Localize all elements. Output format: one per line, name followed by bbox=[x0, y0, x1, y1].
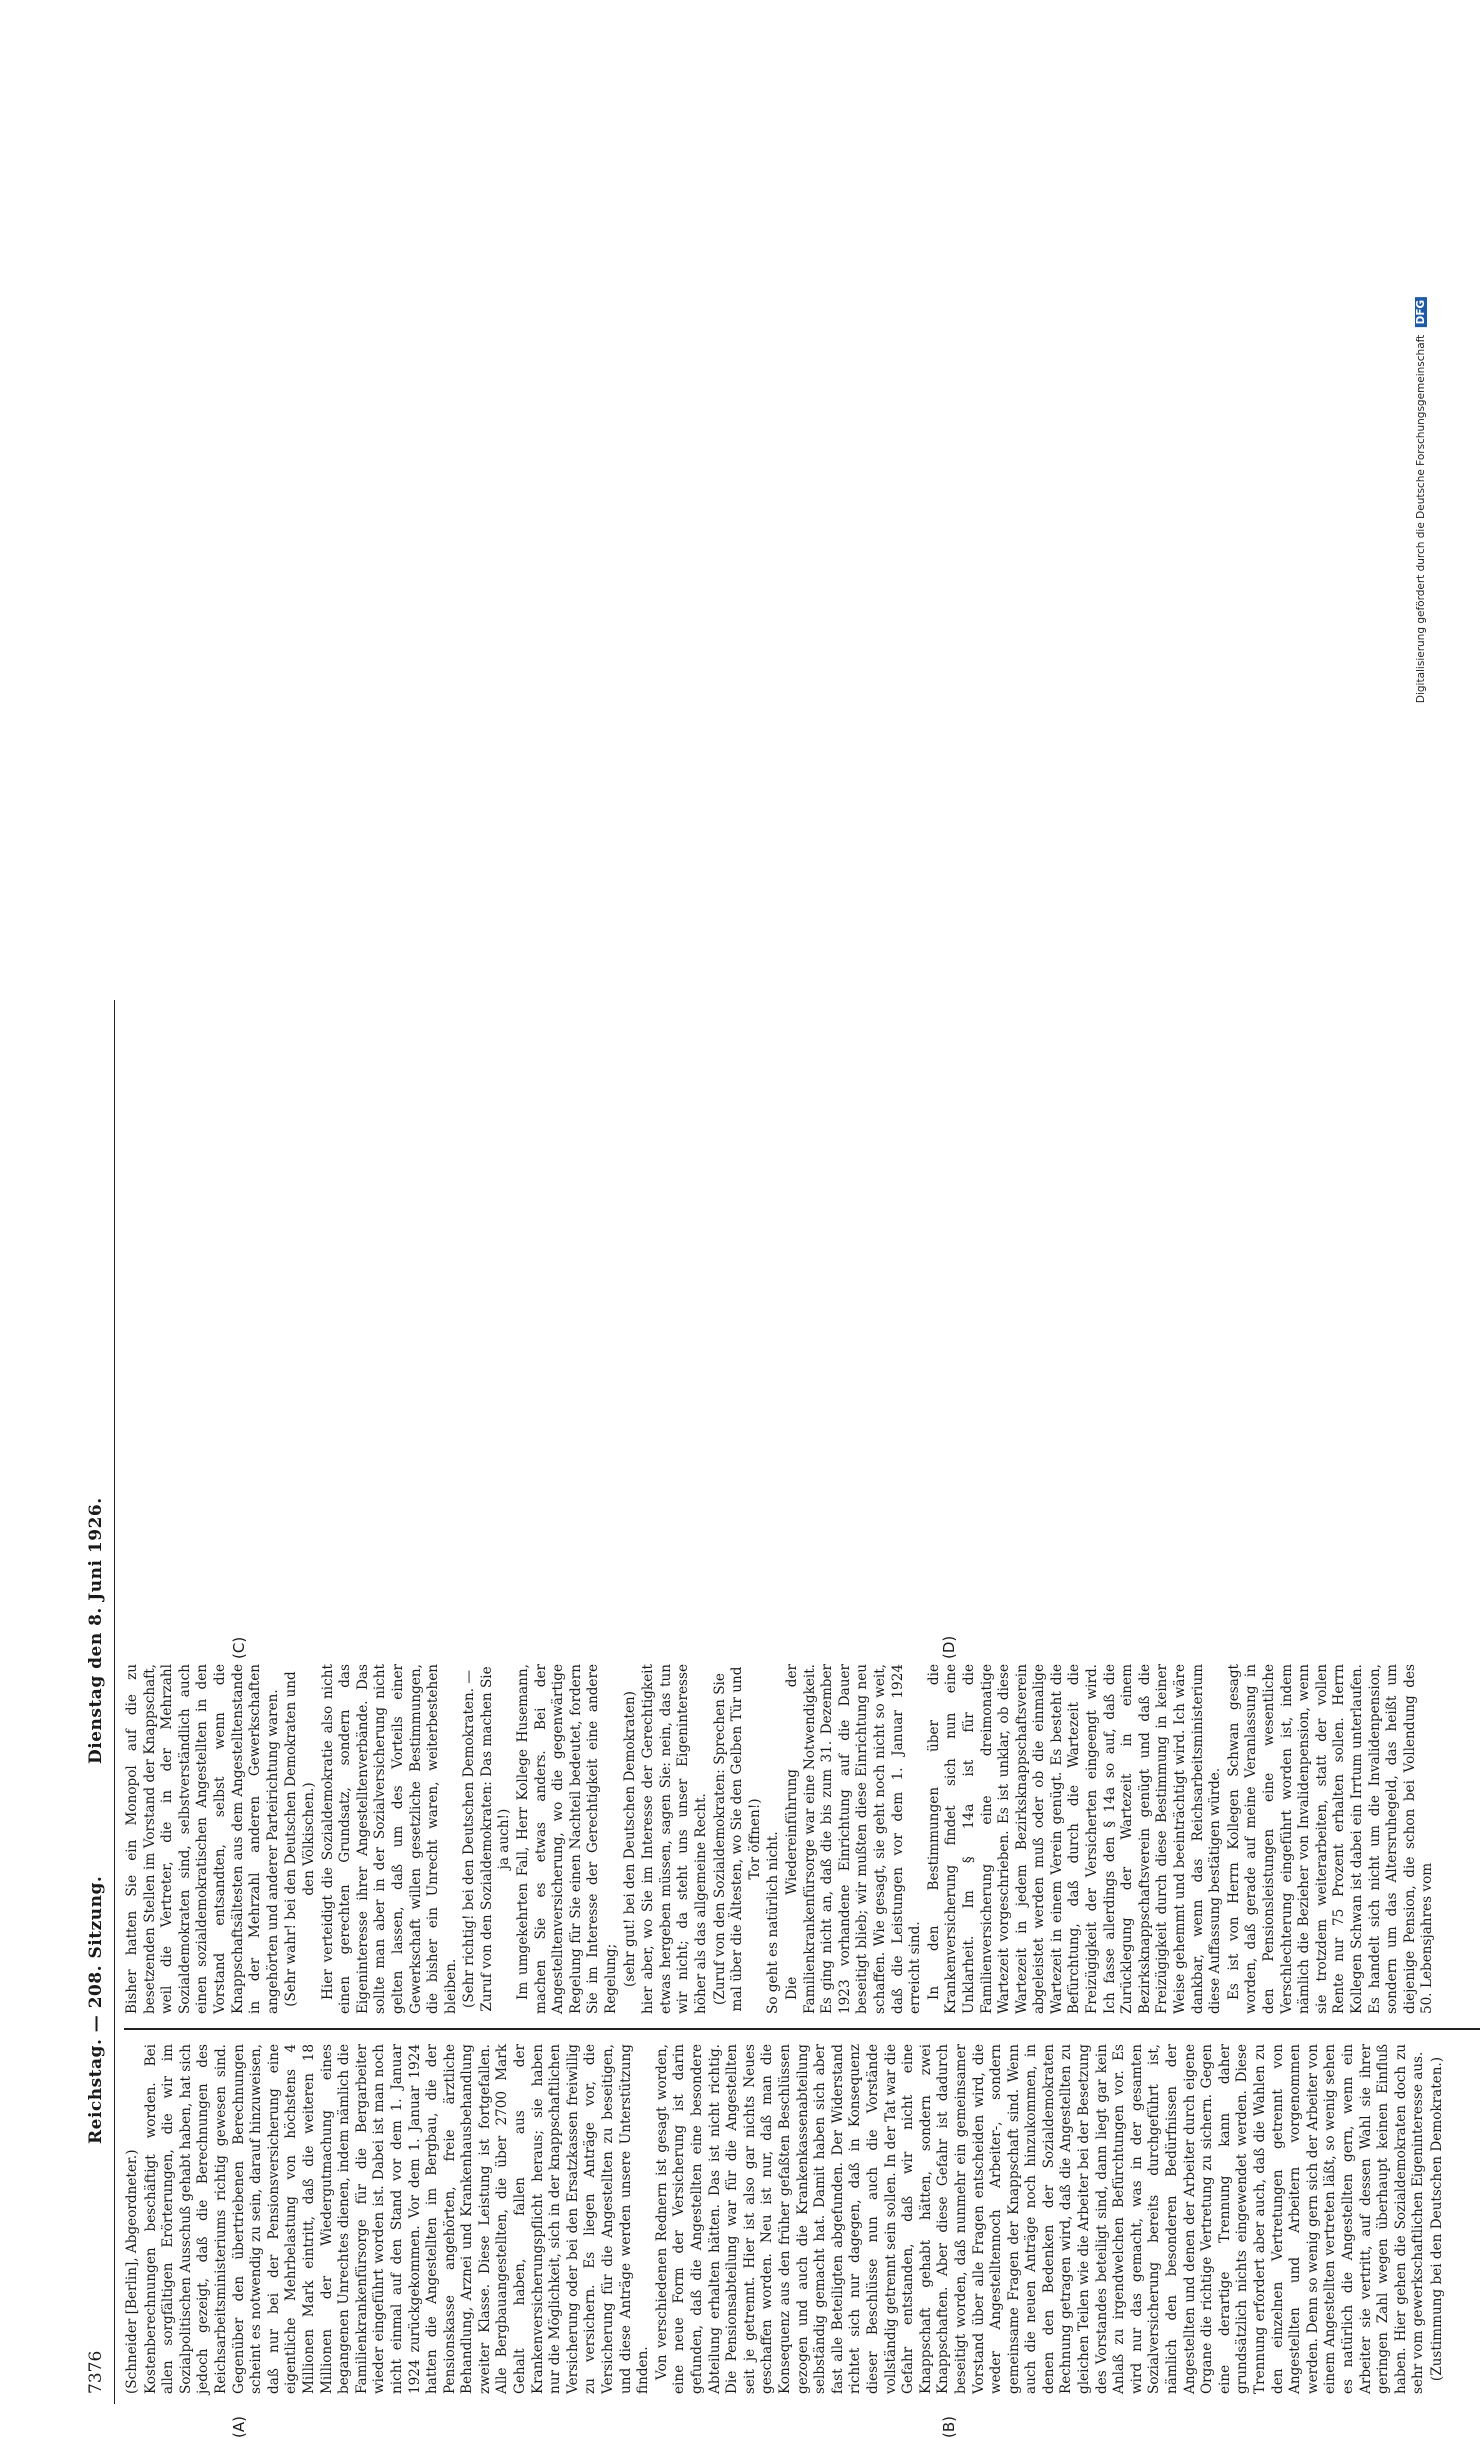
right-running-title: Dienstag den 8. Juni 1926. bbox=[86, 1497, 106, 1764]
left-running-title: Reichstag. — 208. Sitzung. bbox=[86, 1875, 106, 2144]
right-column bbox=[124, 1664, 1438, 2014]
right-paragraph: Es ist von Herrn Kollegen Schwan gesagt worden, daß gerade auf meine Veranlassung in den Pensionsleistungen eine wesentliche Verschlechterung eingeführt worden ist, indem nämlich die Bezieher von Invalidenpension, wenn sie trotzdem weiterarbeiten, statt der vollen Rente nur 75 Prozent erhalten sollen. Herrn Kollegen Schwan ist dabei ein Irrtum unterlaufen. Es handelt sich nicht um die Invalidenpension, sondern um das Altersruhegeld, das heißt um diejenige Pension, die schon bei Vollendung des 50. Lebensjahres vom bbox=[1225, 1664, 1436, 2014]
interjection: (Sehr richtig! bei den Deutschen Demokraten. — Zuruf von den Sozialdemokraten: Das machen Sie ja auch!) bbox=[461, 1666, 513, 2012]
margin-marker-a: (A) bbox=[230, 2416, 248, 2438]
interjection: (Zustimmung bei den Deutschen Demokraten.) bbox=[1428, 2056, 1445, 2382]
right-paragraph: Die Wiedereinführung der Familienkrankenfürsorge war eine Notwendigkeit. Es ging nicht an, daß die bis zum 31. Dezember 1923 vorhandene Einrichtung auf die Dauer beseitigt blieb; wir mußten diese Einrichtung neu schaffen. Wie gesagt, sie geht noch nicht so weit, daß die Leistungen vor dem 1. Januar 1924 erreicht sind. bbox=[783, 1664, 924, 2014]
right-paragraph: In den Bestimmungen über die Krankenversicherung findet sich nun eine Unklarheit. Im § 14a ist für die Familienversicherung eine dreimonatige Wartezeit vorgeschrieben. Es ist unklar, ob diese Wartezeit in jedem Bezirksknappschaftsverein abgeleistet werden muß oder ob die einmalige Wartezeit in einem Verein genügt. Es besteht die Befürchtung, daß durch die Wartezeit die Freizügigkeit der Versicherten eingeengt wird. Ich fasse allerdings den § 14a so auf, daß die Zurücklegung der Wartezeit in einem Bezirksknappschaftsverein genügt und daß die Freizügigkeit durch diese Bestimmung in keiner Weise gehemmt und beeinträchtigt wird. Ich wäre dankbar, wenn das Reichsarbeitsministerium diese Auffassung bestätigen würde. bbox=[925, 1664, 1224, 2014]
interjection: (sehr gut! bei den Deutschen Demokraten) bbox=[621, 1691, 638, 1987]
right-paragraph: So geht es natürlich nicht. bbox=[765, 1831, 782, 2014]
right-paragraph: hier aber, wo Sie im Interesse der Gerechtigkeit etwas hergeben müssen, sagen Sie: nein, das tun wir nicht; da steht uns unser Eigeninteresse höher als das allgemeine Recht. bbox=[640, 1664, 709, 2014]
margin-marker-b: (B) bbox=[940, 2416, 958, 2438]
margin-marker-c: (C) bbox=[230, 1636, 248, 1659]
digitization-credit bbox=[1410, 6, 1432, 994]
left-column bbox=[124, 2044, 1448, 2394]
interjection: (Sehr wahr! bei den Deutschen Demokraten und den Völkischen.) bbox=[283, 1671, 317, 2007]
page-header bbox=[80, 1000, 115, 2404]
interjection: (Zuruf von den Sozialdemokraten: Sprechen Sie mal über die Ältesten, wo Sie den Gelben Tür und Tor öffnen!) bbox=[711, 1666, 763, 2012]
left-paragraph: Von verschiedenen Rednern ist gesagt worden, eine neue Form der Versicherung ist darin gefunden, daß die Angestellten eine besondere Abteilung erhalten hätten. Das ist nicht richtig. Die Pensionsabteilung war für die Angestellten seit je getrennt. Hier ist also gar nichts Neues geschaffen worden. Neu ist nur, daß man die Konsequenz aus den früher gefaßten Beschlüssen gezogen und auch die Krankenkassenabteilung selbständig gemacht hat. Damit haben sich aber fast alle Beteiligten abgefunden. Der Widerstand richtet sich nur dagegen, daß in Konsequenz dieser Beschlüsse nun auch die Vorstände vollständig getrennt sein sollen. In der Tat war die Gefahr entstanden, daß wir nicht eine Knappschaft gehabt hätten, sondern zwei Knappschaften. Aber diese Gefahr ist dadurch beseitigt worden, daß nunmehr ein gemeinsamer Vorstand über alle Fragen entscheiden wird, die weder Angestelltennoch Arbeiter-, sondern gemeinsame Fragen der Knappschaft sind. Wenn auch die neuen Anträge noch hinzukommen, in denen den Bedenken der Sozialdemokraten Rechnung getragen wird, daß die Angestellten zu gleichen Teilen wie die Arbeiter bei der Besetzung des Vorstandes beteiligt sind, dann liegt gar kein Anlaß zu irgendwelchen Befürchtungen vor. Es wird nur das gemacht, was in der gesamten Sozialversicherung bereits durchgeführt ist, nämlich den besonderen Bedürfnissen der Angestellten und denen der Arbeiter durch eigene Organe die richtige Vertretung zu sichern. Gegen eine derartige Trennung kann daher grundsätzlich nichts eingewendet werden. Diese Trennung erfordert aber auch, daß die Wahlen zu den einzelnen Vertretungen getrennt von Angestellten und Arbeitern vorgenommen werden. Denn so wenig gern sich der Arbeiter von einem Angestellten vertreten läßt, so wenig sehen es natürlich die Angestellten gern, wenn ein Arbeiter sie vertritt, auf dessen Wahl sie ihrer geringen Zahl wegen überhaupt keinen Einfluß haben. Hier gehen die Sozialdemokraten doch zu sehr vom gewerkschaftlichen Eigeninteresse aus. bbox=[653, 2044, 1427, 2394]
right-paragraph: Bisher hatten Sie ein Monopol auf die zu besetzenden Stellen im Vorstand der Knappschaft, weil die Vertreter, die in der Mehrzahl Sozialdemokraten sind, selbstverständlich auch einen sozialdemokratischen Angestellten in den Vorstand entsandten, selbst wenn die Knappschaftsältesten aus dem Angestelltenstande in der Mehrzahl anderen Gewerkschaften angehörten und anderer Parteirichtung waren. bbox=[124, 1664, 281, 2014]
left-paragraph: Kostenberechnungen beschäftigt worden. Bei allen sorgfältigen Erörterungen, die wir im Sozialpolitischen Ausschuß gehabt haben, hat sich jedoch gezeigt, daß die Berechnungen des Reichsarbeitsministeriums richtig gewesen sind. Gegenüber den übertriebenen Berechnungen scheint es notwendig zu sein, darauf hinzuweisen, daß nur bei der Pensionsversicherung eine eigentliche Mehrbelastung von höchstens 4 Millionen Mark eintritt, daß die weiteren 18 Millionen der Wiedergutmachung eines begangenen Unrechtes dienen, indem nämlich die Familienkrankenfürsorge für die Bergarbeiter wieder eingeführt worden ist. Dabei ist man noch nicht einmal auf den Stand vor dem 1. Januar 1924 zurückgekommen. Vor dem 1. Januar 1924 hatten die Angestellten im Bergbau, die der Pensionskasse angehörten, freie ärztliche Behandlung, Arznei und Krankenhausbehandlung zweiter Klasse. Diese Leistung ist fortgefallen. Alle Bergbauangestellten, die über 2700 Mark Gehalt haben, fallen aus der Krankenversicherungspflicht heraus; sie haben nur die Möglichkeit, sich in der knappschaftlichen Versicherung oder bei den Ersatzkassen freiwillig zu versichern. Es liegen Anträge vor, die Versicherung für die Angestellten zu beseitigen, und diese Anträge werden unsere Unterstützung finden. bbox=[142, 2044, 652, 2394]
margin-marker-d: (D) bbox=[940, 1635, 958, 1659]
right-paragraph: Hier verteidigt die Sozialdemokratie also nicht einen gerechten Grundsatz, sondern das Eigeninteresse ihrer Angestelltenverbände. Das sollte man aber in der Sozialversicherung nicht gelten lassen, daß um des Vorteils einer Gewerkschaft willen gesetzliche Bestimmungen, die bisher ein Unrecht waren, weiterbestehen bleiben. bbox=[319, 1664, 459, 2014]
page-number: 7376 bbox=[86, 2350, 106, 2394]
scanned-page bbox=[80, 1000, 1480, 2438]
right-paragraph: Im umgekehrten Fall, Herr Kollege Husemann, machen Sie es etwas anders. Bei der Angestelltenversicherung, wo die gegenwärtige Regelung für Sie einen Nachteil bedeutet, fordern Sie im Interesse der Gerechtigkeit eine andere Regelung; bbox=[515, 1664, 620, 2014]
column-divider bbox=[124, 2029, 1480, 2031]
dfg-logo-icon: DFG bbox=[1415, 297, 1427, 328]
speaker-line: (Schneider [Berlin], Abgeordneter.) bbox=[124, 2149, 140, 2394]
credit-text: Digitalisierung gefördert durch die Deutsche Forschungsgemeinschaft bbox=[1415, 334, 1427, 704]
